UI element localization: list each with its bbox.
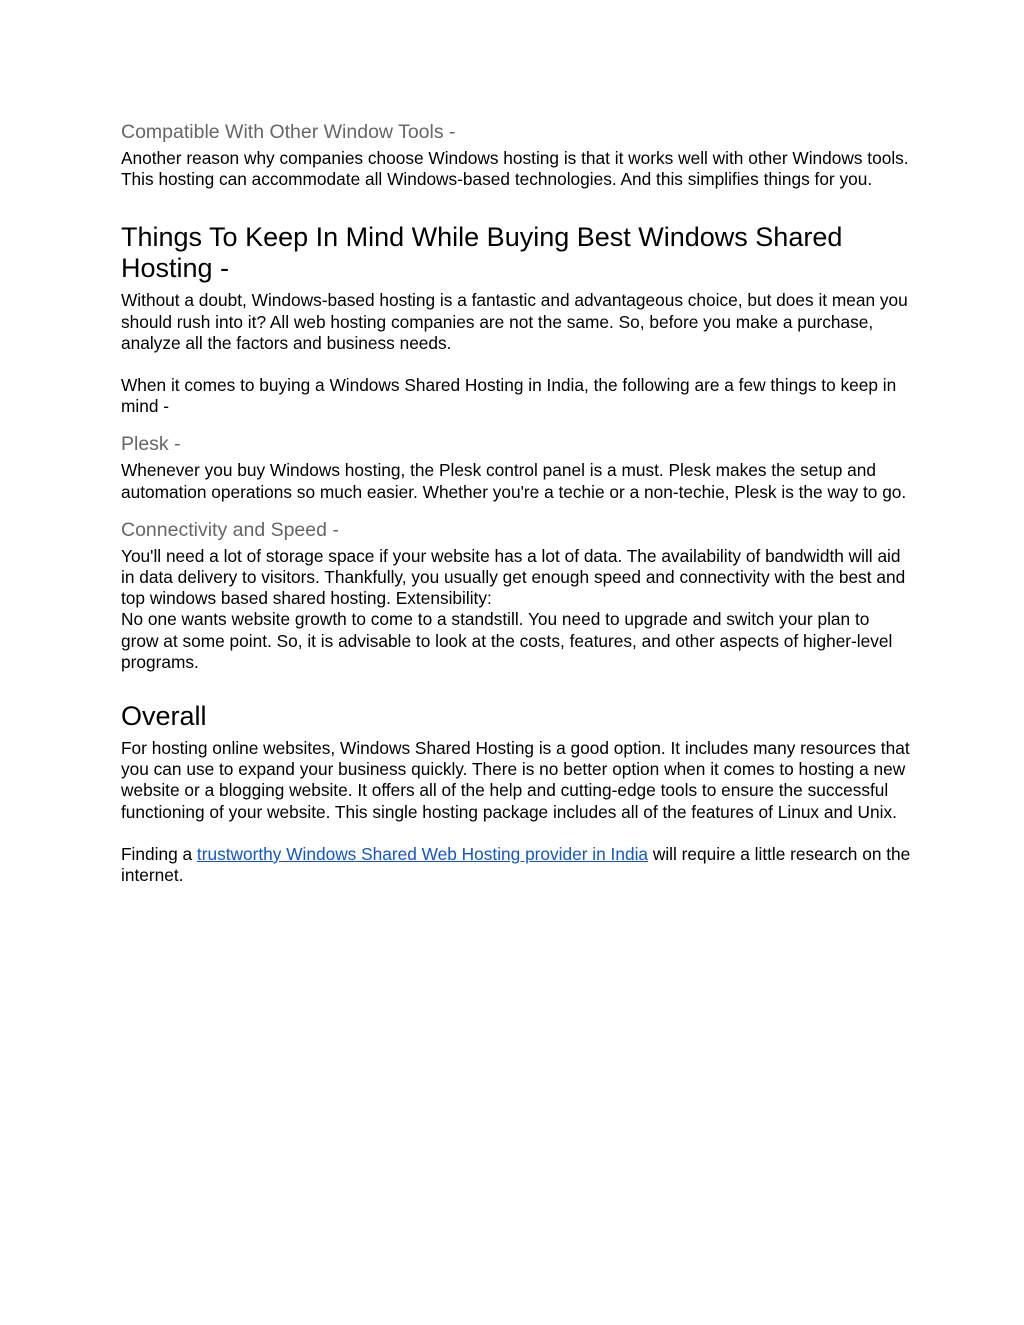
things-paragraph-1: Without a doubt, Windows-based hosting is a fantastic and advantageous choice, but does it mean you should rush into it? All web hosting companies are not the same. So, before you make a purchase, analyze all the factors and business needs. xyxy=(121,290,908,353)
section-heading-overall: Overall xyxy=(121,701,207,732)
plesk-body: Whenever you buy Windows hosting, the Plesk control panel is a must. Plesk makes the setup and automation operations so much easier. Whether you're a techie or a non-techie, Plesk is the way to go. xyxy=(121,460,907,502)
overall-paragraph-2 xyxy=(121,844,911,886)
section-heading-compatible: Compatible With Other Window Tools - xyxy=(121,121,456,143)
overall-paragraph-2-suffix: will require a little research on the internet. xyxy=(121,843,911,886)
overall-paragraph-1: For hosting online websites, Windows Shared Hosting is a good option. It includes many resources that you can use to expand your business quickly. There is no better option when it comes to hosting a new website or a blogging website. It offers all of the help and cutting-edge tools to ensure the successful functioning of your website. This single hosting package includes all of the features of Linux and Unix. xyxy=(121,738,910,822)
connectivity-body-1: You'll need a lot of storage space if your website has a lot of data. The availability of bandwidth will aid in data delivery to visitors. Thankfully, you usually get enough speed and connectivity with the best and top windows based shared hosting. Extensibility: xyxy=(121,545,906,609)
connectivity-body-2: No one wants website growth to come to a standstill. You need to upgrade and switch your plan to grow at some point. So, it is advisable to look at the costs, features, and other aspects of higher-level programs. xyxy=(121,609,893,672)
section-heading-connectivity: Connectivity and Speed - xyxy=(121,518,339,541)
things-paragraph-2: When it comes to buying a Windows Shared Hosting in India, the following are a few things to keep in mind - xyxy=(121,375,897,417)
compatible-body: Another reason why companies choose Windows hosting is that it works well with other Windows tools. This hosting can accommodate all Windows-based technologies. And this simplifies things for you. xyxy=(121,148,909,190)
section-heading-plesk: Plesk - xyxy=(121,433,181,456)
document-page xyxy=(121,118,911,886)
hosting-provider-link[interactable]: trustworthy Windows Shared Web Hosting provider in India xyxy=(196,843,649,864)
section-heading-things-to-keep-in-mind: Things To Keep In Mind While Buying Best Windows Shared Hosting - xyxy=(121,222,843,284)
overall-paragraph-2-prefix: Finding a xyxy=(121,843,197,864)
